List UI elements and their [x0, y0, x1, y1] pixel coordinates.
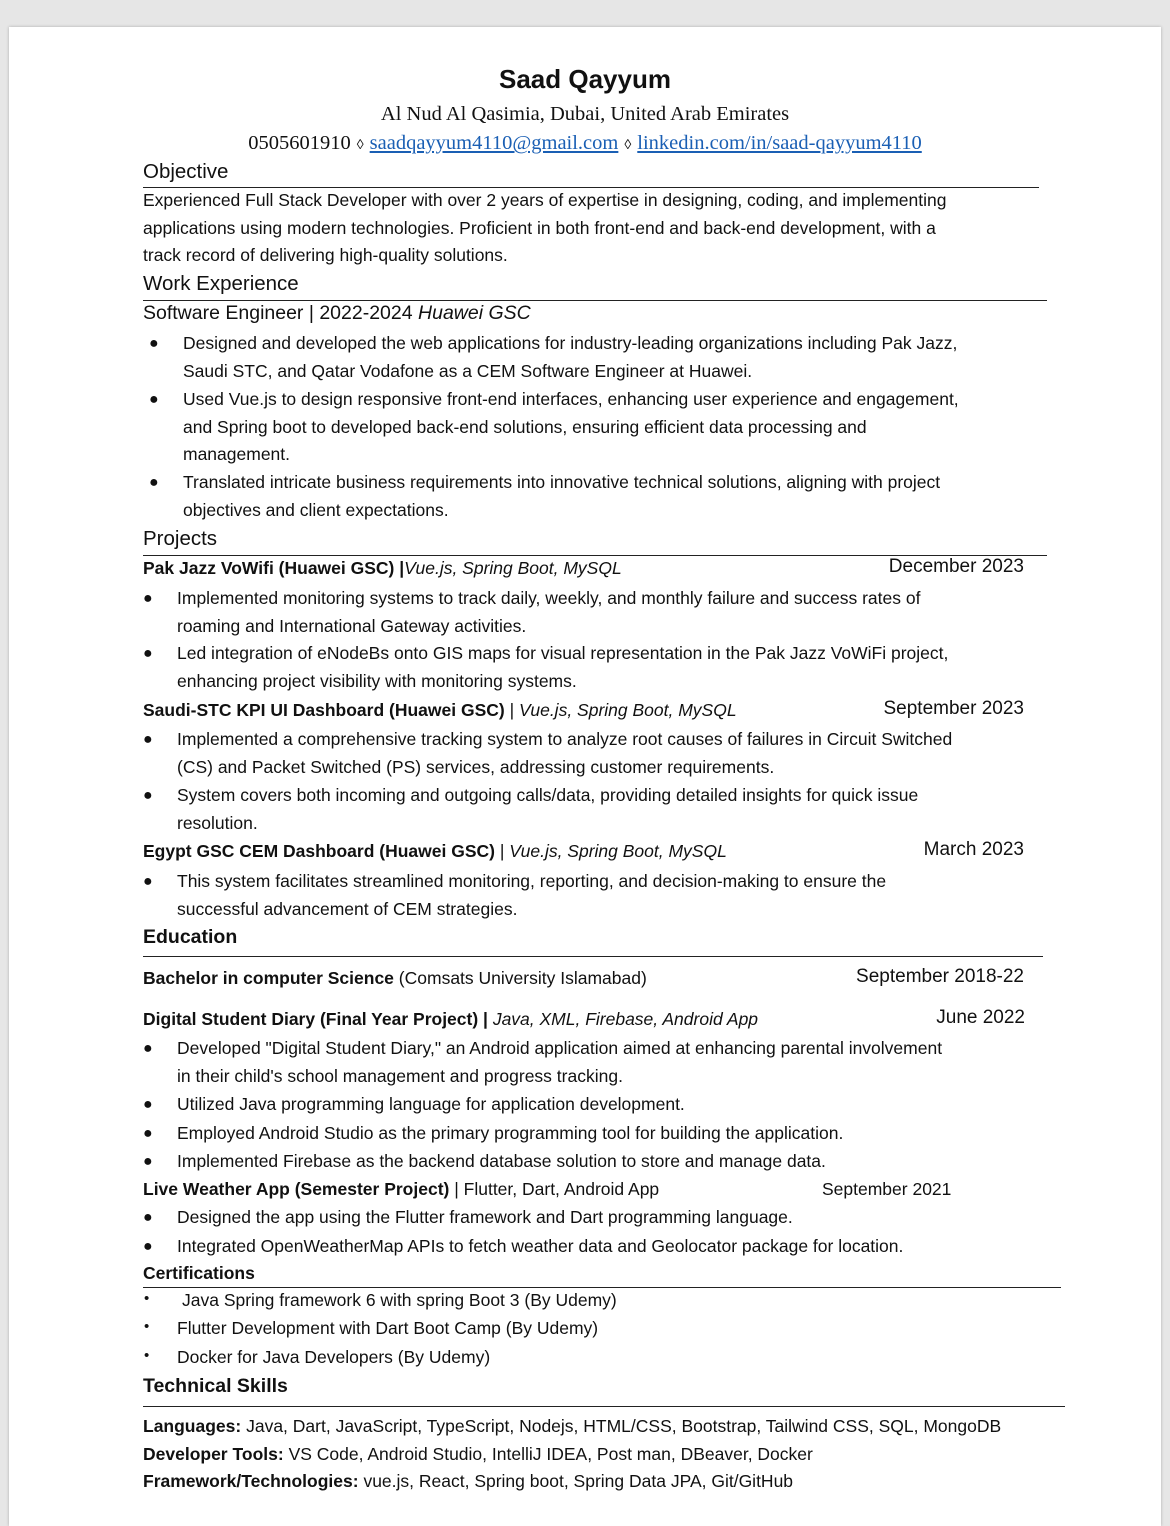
bullet-icon: •: [144, 1318, 150, 1335]
certification-item: Docker for Java Developers (By Udemy): [177, 1347, 491, 1367]
project-title: Live Weather App (Semester Project): [143, 1179, 450, 1199]
objective-heading: Objective: [143, 160, 229, 183]
list-item: [143, 782, 919, 837]
contact-line: [0, 132, 1170, 155]
skills-languages: [143, 1416, 1001, 1437]
degree-title: Bachelor in computer Science: [143, 968, 394, 988]
section-divider: [143, 300, 1047, 301]
phone: 0505601910: [248, 132, 351, 154]
bullet-line: and Spring boot to developed back-end solutions, ensuring efficient data processing and: [183, 416, 867, 437]
skills-value: VS Code, Android Studio, IntelliJ IDEA, Post man, DBeaver, Docker: [288, 1444, 813, 1464]
list-item: [143, 1233, 904, 1261]
bullet-line: Designed and developed the web applications for industry-leading organizations including Pak Jazz,: [183, 333, 958, 353]
work-role: [143, 302, 531, 325]
list-item: [143, 585, 921, 640]
separator-icon: ◊: [624, 138, 632, 153]
bullet-icon: ●: [149, 391, 159, 408]
bullet-icon: ●: [143, 1209, 153, 1226]
list-item: [143, 868, 887, 923]
bullet-line: management.: [183, 444, 291, 464]
bullet-line: enhancing project visibility with monitoring systems.: [177, 670, 577, 691]
project-title: Digital Student Diary (Final Year Project) |: [143, 1009, 488, 1029]
list-item: [149, 469, 941, 524]
objective-text: [143, 187, 947, 270]
bullet-line: Utilized Java programming language for application development.: [177, 1094, 685, 1114]
bullet-line: Employed Android Studio as the primary programming tool for building the application.: [177, 1123, 844, 1143]
project-date: June 2022: [936, 1007, 1025, 1028]
project-title: Pak Jazz VoWifi (Huawei GSC) |: [143, 558, 405, 578]
list-item: [143, 1120, 844, 1148]
objective-line: applications using modern technologies. Proficient in both front-end and back-end development, with a: [143, 217, 936, 238]
bullet-icon: ●: [143, 1040, 153, 1057]
project-date: March 2023: [923, 839, 1024, 860]
work-heading: Work Experience: [143, 272, 299, 295]
bullet-line: Implemented Firebase as the backend database solution to store and manage data.: [177, 1151, 826, 1171]
list-item: [149, 330, 958, 385]
certification-item: Flutter Development with Dart Boot Camp (By Udemy): [177, 1318, 599, 1338]
skills-label: Framework/Technologies:: [143, 1471, 359, 1491]
project-title-row: Saudi-STC KPI UI Dashboard (Huawei GSC) | Vue.js, Spring Boot, MySQL: [143, 700, 737, 720]
skills-heading: Technical Skills: [143, 1375, 288, 1397]
bullet-line: Developed "Digital Student Diary," an Android application aimed at enhancing parental involvement: [177, 1038, 943, 1058]
separator-icon: ◊: [356, 138, 364, 153]
email-link[interactable]: saadqayyum4110@gmail.com: [369, 132, 619, 154]
degree-row: [143, 968, 647, 989]
section-divider: [143, 1287, 1061, 1288]
project-title-row: Egypt GSC CEM Dashboard (Huawei GSC) | Vue.js, Spring Boot, MySQL: [143, 841, 727, 861]
list-item: [143, 726, 953, 781]
education-heading: Education: [143, 926, 238, 948]
project-title-row: [143, 558, 622, 579]
bullet-line: Led integration of eNodeBs onto GIS maps for visual representation in the Pak Jazz VoWiFi project,: [177, 643, 949, 663]
skills-label: Languages:: [143, 1416, 242, 1436]
bullet-icon: ●: [149, 474, 159, 491]
bullet-icon: •: [144, 1347, 150, 1364]
degree-date: September 2018-22: [856, 966, 1024, 987]
project-stack: Vue.js, Spring Boot, MySQL: [509, 841, 727, 861]
project-date: December 2023: [888, 556, 1024, 577]
bullet-line: This system facilitates streamlined monitoring, reporting, and decision-making to ensure the: [177, 871, 887, 891]
bullet-icon: ●: [143, 787, 153, 804]
candidate-name: Saad Qayyum: [499, 64, 671, 94]
work-role-title: Software Engineer | 2022-2024: [143, 302, 413, 324]
bullet-icon: •: [144, 1290, 150, 1307]
list-item: [143, 1204, 793, 1232]
list-item: [143, 1148, 826, 1176]
project-date: September 2023: [883, 698, 1024, 719]
bullet-icon: ●: [149, 335, 159, 352]
bullet-icon: ●: [143, 1238, 153, 1255]
skills-frameworks: [143, 1471, 793, 1492]
bullet-icon: ●: [143, 873, 153, 890]
work-company: Huawei GSC: [418, 302, 531, 324]
bullet-icon: ●: [143, 590, 153, 607]
project-title: Egypt GSC CEM Dashboard (Huawei GSC): [143, 841, 495, 861]
skills-value: Java, Dart, JavaScript, TypeScript, Nodejs, HTML/CSS, Bootstrap, Tailwind CSS, SQL, MongoDB: [246, 1416, 1002, 1436]
bullet-line: resolution.: [177, 812, 258, 833]
bullet-line: roaming and International Gateway activities.: [177, 615, 527, 636]
objective-line: Experienced Full Stack Developer with over 2 years of expertise in designing, coding, and implementing: [143, 190, 947, 210]
list-item: [149, 386, 959, 469]
bullet-icon: ●: [143, 731, 153, 748]
project-stack: | Flutter, Dart, Android App: [454, 1179, 660, 1199]
list-item: [143, 640, 949, 695]
bullet-line: Implemented a comprehensive tracking system to analyze root causes of failures in Circuit Switched: [177, 729, 953, 749]
skills-value: vue.js, React, Spring boot, Spring Data JPA, Git/GitHub: [363, 1471, 794, 1491]
project-title-row: [143, 1179, 659, 1200]
bullet-line: System covers both incoming and outgoing calls/data, providing detailed insights for quick issue: [177, 785, 919, 805]
bullet-line: successful advancement of CEM strategies.: [177, 898, 518, 919]
project-date: September 2021: [822, 1179, 952, 1199]
bullet-line: Designed the app using the Flutter framework and Dart programming language.: [177, 1207, 793, 1227]
bullet-icon: ●: [143, 1125, 153, 1142]
bullet-line: in their child's school management and progress tracking.: [177, 1065, 623, 1086]
skills-tools: [143, 1444, 813, 1465]
bullet-line: Used Vue.js to design responsive front-end interfaces, enhancing user experience and engagement,: [183, 389, 959, 409]
certifications-heading: Certifications: [143, 1263, 255, 1283]
projects-heading: Projects: [143, 527, 218, 550]
project-title-row: [143, 1009, 758, 1030]
section-divider: [143, 1406, 1065, 1407]
certification-item: Java Spring framework 6 with spring Boot 3 (By Udemy): [182, 1290, 617, 1310]
bullet-line: Translated intricate business requirements into innovative technical solutions, aligning with project: [183, 472, 941, 492]
project-stack: Vue.js, Spring Boot, MySQL: [404, 558, 622, 578]
skills-label: Developer Tools:: [143, 1444, 284, 1464]
objective-line: track record of delivering high-quality solutions.: [143, 245, 508, 265]
school-name: (Comsats University Islamabad): [398, 968, 647, 988]
linkedin-link[interactable]: linkedin.com/in/saad-qayyum4110: [637, 132, 922, 154]
bullet-icon: ●: [143, 645, 153, 662]
bullet-line: objectives and client expectations.: [183, 499, 449, 520]
bullet-icon: ●: [143, 1096, 153, 1113]
bullet-line: Integrated OpenWeatherMap APIs to fetch weather data and Geolocator package for location.: [177, 1236, 904, 1256]
project-stack: Java, XML, Firebase, Android App: [492, 1009, 759, 1029]
bullet-line: Saudi STC, and Qatar Vodafone as a CEM Software Engineer at Huawei.: [183, 360, 753, 381]
list-item: [143, 1091, 685, 1119]
list-item: [143, 1035, 943, 1090]
bullet-line: (CS) and Packet Switched (PS) services, addressing customer requirements.: [177, 756, 775, 777]
project-stack: Vue.js, Spring Boot, MySQL: [519, 700, 737, 720]
section-divider: [143, 956, 1043, 957]
address: Al Nud Al Qasimia, Dubai, United Arab Emirates: [380, 103, 790, 125]
bullet-line: Implemented monitoring systems to track daily, weekly, and monthly failure and success rates of: [177, 588, 921, 608]
bullet-icon: ●: [143, 1153, 153, 1170]
project-title: Saudi-STC KPI UI Dashboard (Huawei GSC): [143, 700, 505, 720]
